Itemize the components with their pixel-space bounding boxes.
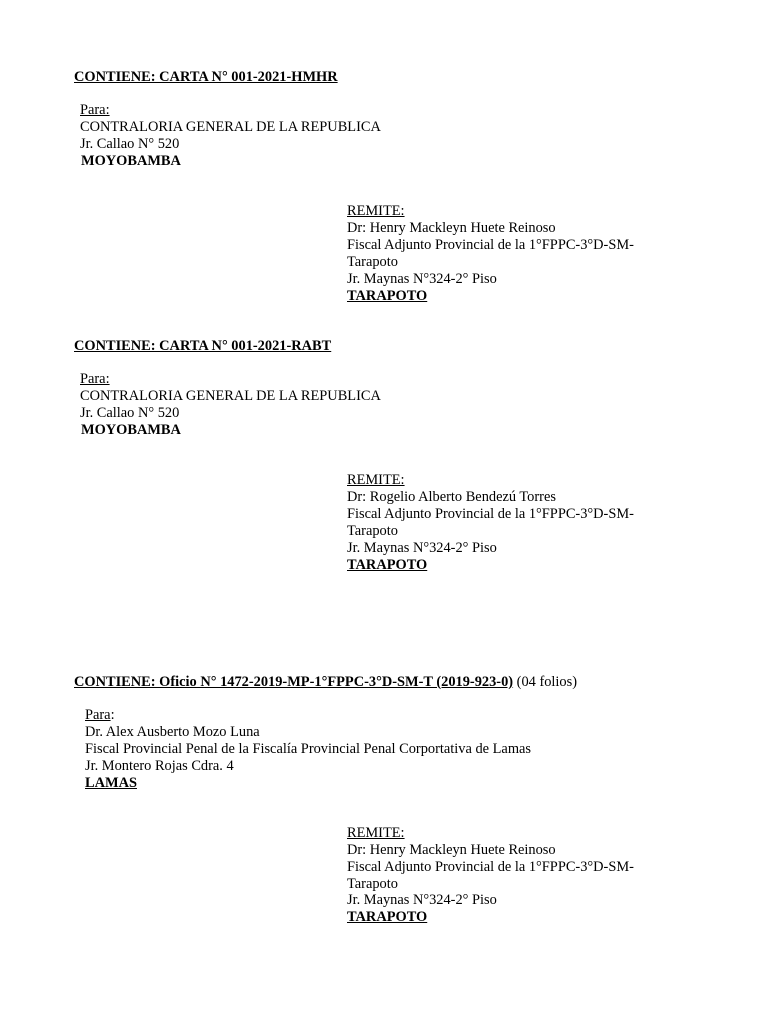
sender-city: TARAPOTO	[347, 909, 428, 925]
sender-title-cont: Tarapoto	[347, 254, 398, 270]
remite-label: REMITE:	[347, 472, 405, 488]
recipient-city: LAMAS	[85, 775, 137, 791]
sender-title: Fiscal Adjunto Provincial de la 1°FPPC-3°D-SM-	[347, 237, 634, 253]
remite-label: REMITE:	[347, 203, 405, 219]
recipient-city: MOYOBAMBA	[81, 153, 181, 169]
recipient-name: CONTRALORIA GENERAL DE LA REPUBLICA	[80, 119, 381, 135]
para-label: Para:	[80, 371, 110, 387]
sender-title: Fiscal Adjunto Provincial de la 1°FPPC-3°D-SM-	[347, 506, 634, 522]
sender-address: Jr. Maynas N°324-2° Piso	[347, 540, 497, 556]
recipient-city: MOYOBAMBA	[81, 422, 181, 438]
contains-heading: CONTIENE: Oficio N° 1472-2019-MP-1°FPPC-3°D-SM-T (2019-923-0)	[74, 674, 514, 690]
sender-name: Dr: Henry Mackleyn Huete Reinoso	[347, 220, 556, 236]
sender-name: Dr: Henry Mackleyn Huete Reinoso	[347, 842, 556, 858]
sender-city: TARAPOTO	[347, 557, 428, 573]
recipient-name: Dr. Alex Ausberto Mozo Luna	[85, 724, 260, 740]
para-label: Para:	[80, 102, 110, 118]
remite-label: REMITE:	[347, 825, 405, 841]
para-label: Para	[85, 707, 111, 723]
sender-address: Jr. Maynas N°324-2° Piso	[347, 271, 497, 287]
recipient-address: Jr. Callao N° 520	[80, 405, 180, 421]
sender-title-cont: Tarapoto	[347, 523, 398, 539]
sender-address: Jr. Maynas N°324-2° Piso	[347, 892, 497, 908]
para-label-colon: :	[110, 707, 115, 723]
recipient-name: CONTRALORIA GENERAL DE LA REPUBLICA	[80, 388, 381, 404]
para-label-line	[85, 707, 115, 724]
sender-title: Fiscal Adjunto Provincial de la 1°FPPC-3°D-SM-	[347, 859, 634, 875]
contains-heading: CONTIENE: CARTA N° 001-2021-HMHR	[74, 69, 338, 85]
recipient-address: Jr. Callao N° 520	[80, 136, 180, 152]
folios-count: (04 folios)	[513, 674, 578, 690]
sender-city: TARAPOTO	[347, 288, 428, 304]
contains-heading: CONTIENE: CARTA N° 001-2021-RABT	[74, 338, 332, 354]
sender-name: Dr: Rogelio Alberto Bendezú Torres	[347, 489, 556, 505]
sender-title-cont: Tarapoto	[347, 876, 398, 892]
recipient-address: Jr. Montero Rojas Cdra. 4	[85, 758, 234, 774]
recipient-title: Fiscal Provincial Penal de la Fiscalía Provincial Penal Corportativa de Lamas	[85, 741, 531, 757]
contains-heading-line	[74, 674, 577, 691]
